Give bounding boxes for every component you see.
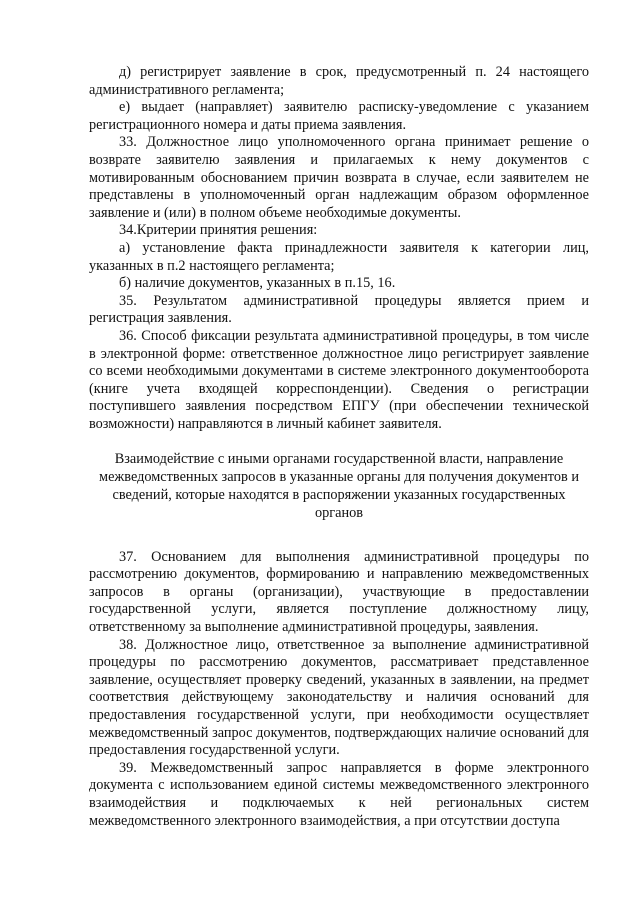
paragraph-35: 35. Результатом административной процедуры является прием и регистрация заявления. [89,292,589,327]
paragraph-39: 39. Межведомственный запрос направляется в форме электронного документа с использованием единой системы межведомственного электронного взаимодействия и подключаемых к ней региональных систем межведомственного электронного взаимодействия, а при отсутствии доступа [89,759,589,829]
paragraph-registration: д) регистрирует заявление в срок, предусмотренный п. 24 настоящего административного регламента; [89,64,589,98]
paragraph-receipt-notice: е) выдает (направляет) заявителю расписку-уведомление с указанием регистрационного номера и даты приема заявления. [89,99,589,133]
paragraph-36: 36. Способ фиксации результата административной процедуры, в том числе в электронной форме: ответственное должностное лицо регистрирует заявление со всеми необходимыми документами в системе электронного документооборота (книге учета входящей корреспонденции). Сведения о регистрации поступившего заявления посредством ЕПГУ (при обеспечении технической возможности) направляются в личный кабинет заявителя. [89,327,589,432]
document-body [89,64,589,830]
paragraph-38: 38. Должностное лицо, ответственное за выполнение административной процедуры по рассмотрению документов, рассматривает представленное заявление, осуществляет проверку сведений, указанных в заявлении, на предмет соответствия действующему законодательству и наличия оснований для предоставления государственной услуги, при необходимости осуществляет межведомственный запрос документов, подтверждающих наличие оснований для предоставления государственной услуги. [89,636,589,759]
paragraph-34: 34.Критерии принятия решения: [119,222,318,239]
paragraph-criterion-a: а) установление факта принадлежности заявителя к категории лиц, указанных в п.2 настоящего регламента; [89,239,589,274]
paragraph-criterion-b: б) наличие документов, указанных в п.15, 16. [119,275,396,292]
paragraph-33: 33. Должностное лицо уполномоченного органа принимает решение о возврате заявителю заявления и прилагаемых к нему документов с мотивированным обоснованием причин возврата в случае, если заявителем не представлены в уполномоченный орган надлежащим образом оформленное заявление и (или) в полном объеме необходимые документы. [89,134,589,221]
section-heading: Взаимодействие с иными органами государственной власти, направление межведомственных запросов в указанные органы для получения документов и сведений, которые находятся в распоряжении указанных государственных органов [99,451,579,521]
paragraph-37: 37. Основанием для выполнения административной процедуры по рассмотрению документов, формированию и направлению межведомственных запросов в органы (организации), участвующие в предоставлении государственной услуги, является поступление должностному лицу, ответственному за выполнение административной процедуры, заявления. [89,548,589,636]
